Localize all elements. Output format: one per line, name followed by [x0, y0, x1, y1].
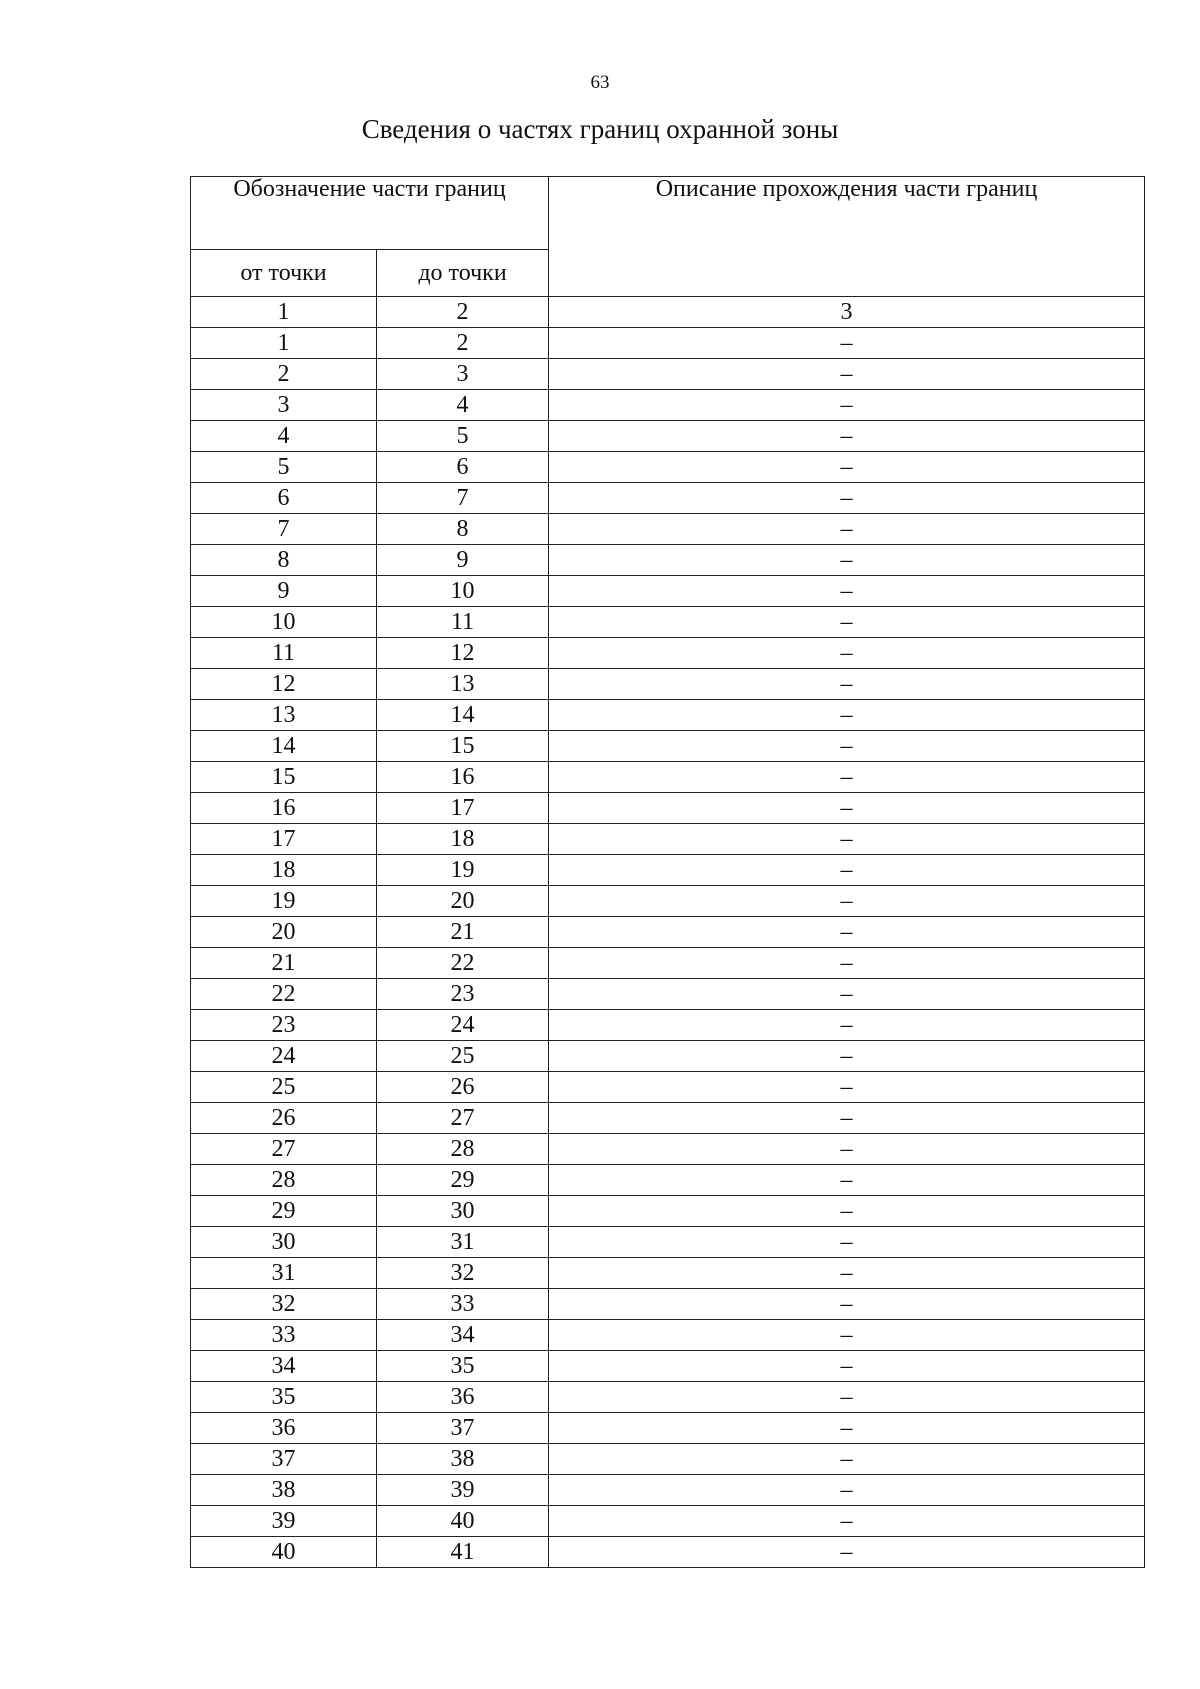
table-row	[191, 1537, 1145, 1568]
to-point-cell: 38	[377, 1444, 549, 1475]
description-cell: –	[549, 886, 1145, 917]
table-row	[191, 1475, 1145, 1506]
table-row	[191, 731, 1145, 762]
from-point-cell: 28	[191, 1165, 377, 1196]
table-header-row	[191, 177, 1145, 250]
table-row	[191, 607, 1145, 638]
to-point-cell: 6	[377, 452, 549, 483]
table-row	[191, 1103, 1145, 1134]
description-cell: –	[549, 948, 1145, 979]
description-cell: –	[549, 607, 1145, 638]
table-row	[191, 1351, 1145, 1382]
from-point-cell: 20	[191, 917, 377, 948]
to-point-cell: 39	[377, 1475, 549, 1506]
description-cell: –	[549, 390, 1145, 421]
table-row	[191, 483, 1145, 514]
table-row	[191, 421, 1145, 452]
description-cell: –	[549, 452, 1145, 483]
description-cell: –	[549, 824, 1145, 855]
table-row	[191, 1041, 1145, 1072]
table-row	[191, 917, 1145, 948]
from-point-cell: 30	[191, 1227, 377, 1258]
description-cell: –	[549, 1103, 1145, 1134]
from-point-cell: 9	[191, 576, 377, 607]
column-index-row	[191, 297, 1145, 328]
to-point-cell: 29	[377, 1165, 549, 1196]
from-point-cell: 32	[191, 1289, 377, 1320]
from-point-cell: 8	[191, 545, 377, 576]
to-point-cell: 10	[377, 576, 549, 607]
to-point-cell: 35	[377, 1351, 549, 1382]
table-row	[191, 638, 1145, 669]
table-row	[191, 979, 1145, 1010]
from-point-cell: 17	[191, 824, 377, 855]
description-cell: –	[549, 1072, 1145, 1103]
to-point-cell: 5	[377, 421, 549, 452]
to-point-cell: 22	[377, 948, 549, 979]
to-point-cell: 23	[377, 979, 549, 1010]
table-row	[191, 576, 1145, 607]
description-cell: –	[549, 576, 1145, 607]
from-point-cell: 33	[191, 1320, 377, 1351]
table-row	[191, 1010, 1145, 1041]
description-cell: –	[549, 731, 1145, 762]
to-point-cell: 17	[377, 793, 549, 824]
from-point-cell: 5	[191, 452, 377, 483]
description-cell: –	[549, 483, 1145, 514]
description-cell: –	[549, 1196, 1145, 1227]
page-number: 63	[590, 72, 610, 93]
table-row	[191, 700, 1145, 731]
table-row	[191, 1289, 1145, 1320]
table-row	[191, 1382, 1145, 1413]
from-point-cell: 36	[191, 1413, 377, 1444]
table-row	[191, 514, 1145, 545]
to-point-cell: 34	[377, 1320, 549, 1351]
table-row	[191, 359, 1145, 390]
from-point-cell: 19	[191, 886, 377, 917]
description-cell: –	[549, 1320, 1145, 1351]
from-point-cell: 24	[191, 1041, 377, 1072]
to-point-cell: 25	[377, 1041, 549, 1072]
table-row	[191, 855, 1145, 886]
from-point-cell: 29	[191, 1196, 377, 1227]
table-row	[191, 390, 1145, 421]
table-row	[191, 793, 1145, 824]
from-point-cell: 7	[191, 514, 377, 545]
table-row	[191, 1320, 1145, 1351]
table-row	[191, 1227, 1145, 1258]
to-point-cell: 41	[377, 1537, 549, 1568]
description-cell: –	[549, 514, 1145, 545]
table-row	[191, 1413, 1145, 1444]
to-point-cell: 37	[377, 1413, 549, 1444]
from-point-cell: 37	[191, 1444, 377, 1475]
to-point-cell: 15	[377, 731, 549, 762]
from-point-cell: 38	[191, 1475, 377, 1506]
from-point-cell: 40	[191, 1537, 377, 1568]
to-point-cell: 19	[377, 855, 549, 886]
from-point-cell: 2	[191, 359, 377, 390]
table-row	[191, 1506, 1145, 1537]
from-point-cell: 15	[191, 762, 377, 793]
from-point-cell: 10	[191, 607, 377, 638]
to-point-cell: 7	[377, 483, 549, 514]
description-cell: –	[549, 1041, 1145, 1072]
to-point-cell: 36	[377, 1382, 549, 1413]
to-point-cell: 11	[377, 607, 549, 638]
to-point-cell: 33	[377, 1289, 549, 1320]
description-cell: –	[549, 793, 1145, 824]
to-point-cell: 28	[377, 1134, 549, 1165]
from-point-cell: 1	[191, 328, 377, 359]
from-point-cell: 16	[191, 793, 377, 824]
to-point-cell: 4	[377, 390, 549, 421]
column-index-cell: 3	[549, 297, 1145, 328]
table-row	[191, 762, 1145, 793]
table-row	[191, 669, 1145, 700]
description-cell: –	[549, 359, 1145, 390]
from-point-cell: 11	[191, 638, 377, 669]
description-cell: –	[549, 1165, 1145, 1196]
to-point-cell: 26	[377, 1072, 549, 1103]
table-row	[191, 1072, 1145, 1103]
table-row	[191, 328, 1145, 359]
description-cell: –	[549, 1258, 1145, 1289]
from-point-cell: 3	[191, 390, 377, 421]
from-point-cell: 6	[191, 483, 377, 514]
to-point-cell: 16	[377, 762, 549, 793]
to-point-cell: 21	[377, 917, 549, 948]
description-cell: –	[549, 545, 1145, 576]
description-cell: –	[549, 762, 1145, 793]
description-cell: –	[549, 669, 1145, 700]
description-cell: –	[549, 1537, 1145, 1568]
description-cell: –	[549, 328, 1145, 359]
to-point-cell: 18	[377, 824, 549, 855]
description-cell: –	[549, 700, 1145, 731]
header-from-point: от точки	[191, 250, 377, 297]
from-point-cell: 25	[191, 1072, 377, 1103]
to-point-cell: 27	[377, 1103, 549, 1134]
to-point-cell: 30	[377, 1196, 549, 1227]
from-point-cell: 14	[191, 731, 377, 762]
description-cell: –	[549, 1413, 1145, 1444]
description-cell: –	[549, 1506, 1145, 1537]
from-point-cell: 12	[191, 669, 377, 700]
description-cell: –	[549, 855, 1145, 886]
description-cell: –	[549, 917, 1145, 948]
from-point-cell: 4	[191, 421, 377, 452]
description-cell: –	[549, 1444, 1145, 1475]
column-index-cell: 2	[377, 297, 549, 328]
table-row	[191, 452, 1145, 483]
from-point-cell: 31	[191, 1258, 377, 1289]
description-cell: –	[549, 1289, 1145, 1320]
from-point-cell: 26	[191, 1103, 377, 1134]
from-point-cell: 18	[191, 855, 377, 886]
to-point-cell: 12	[377, 638, 549, 669]
table-row	[191, 886, 1145, 917]
header-to-point: до точки	[377, 250, 549, 297]
to-point-cell: 24	[377, 1010, 549, 1041]
table-row	[191, 1165, 1145, 1196]
table-row	[191, 824, 1145, 855]
description-cell: –	[549, 1227, 1145, 1258]
to-point-cell: 2	[377, 328, 549, 359]
description-cell: –	[549, 1010, 1145, 1041]
column-index-cell: 1	[191, 297, 377, 328]
description-cell: –	[549, 1382, 1145, 1413]
table-row	[191, 1444, 1145, 1475]
to-point-cell: 32	[377, 1258, 549, 1289]
to-point-cell: 9	[377, 545, 549, 576]
description-cell: –	[549, 1134, 1145, 1165]
from-point-cell: 39	[191, 1506, 377, 1537]
table-row	[191, 1196, 1145, 1227]
description-cell: –	[549, 1351, 1145, 1382]
from-point-cell: 34	[191, 1351, 377, 1382]
to-point-cell: 20	[377, 886, 549, 917]
to-point-cell: 40	[377, 1506, 549, 1537]
description-cell: –	[549, 979, 1145, 1010]
table-row	[191, 1258, 1145, 1289]
from-point-cell: 13	[191, 700, 377, 731]
from-point-cell: 27	[191, 1134, 377, 1165]
from-point-cell: 22	[191, 979, 377, 1010]
from-point-cell: 23	[191, 1010, 377, 1041]
description-cell: –	[549, 421, 1145, 452]
description-cell: –	[549, 638, 1145, 669]
boundary-parts-table	[190, 176, 1145, 1568]
from-point-cell: 35	[191, 1382, 377, 1413]
to-point-cell: 8	[377, 514, 549, 545]
header-boundary-part-designation: Обозначение части границ	[191, 177, 549, 250]
table-row	[191, 1134, 1145, 1165]
table-row	[191, 545, 1145, 576]
page-title: Сведения о частях границ охранной зоны	[361, 114, 839, 144]
description-cell: –	[549, 1475, 1145, 1506]
header-boundary-description: Описание прохождения части границ	[549, 177, 1145, 297]
from-point-cell: 21	[191, 948, 377, 979]
table-body	[191, 297, 1145, 1568]
to-point-cell: 3	[377, 359, 549, 390]
table-row	[191, 948, 1145, 979]
to-point-cell: 13	[377, 669, 549, 700]
to-point-cell: 31	[377, 1227, 549, 1258]
to-point-cell: 14	[377, 700, 549, 731]
